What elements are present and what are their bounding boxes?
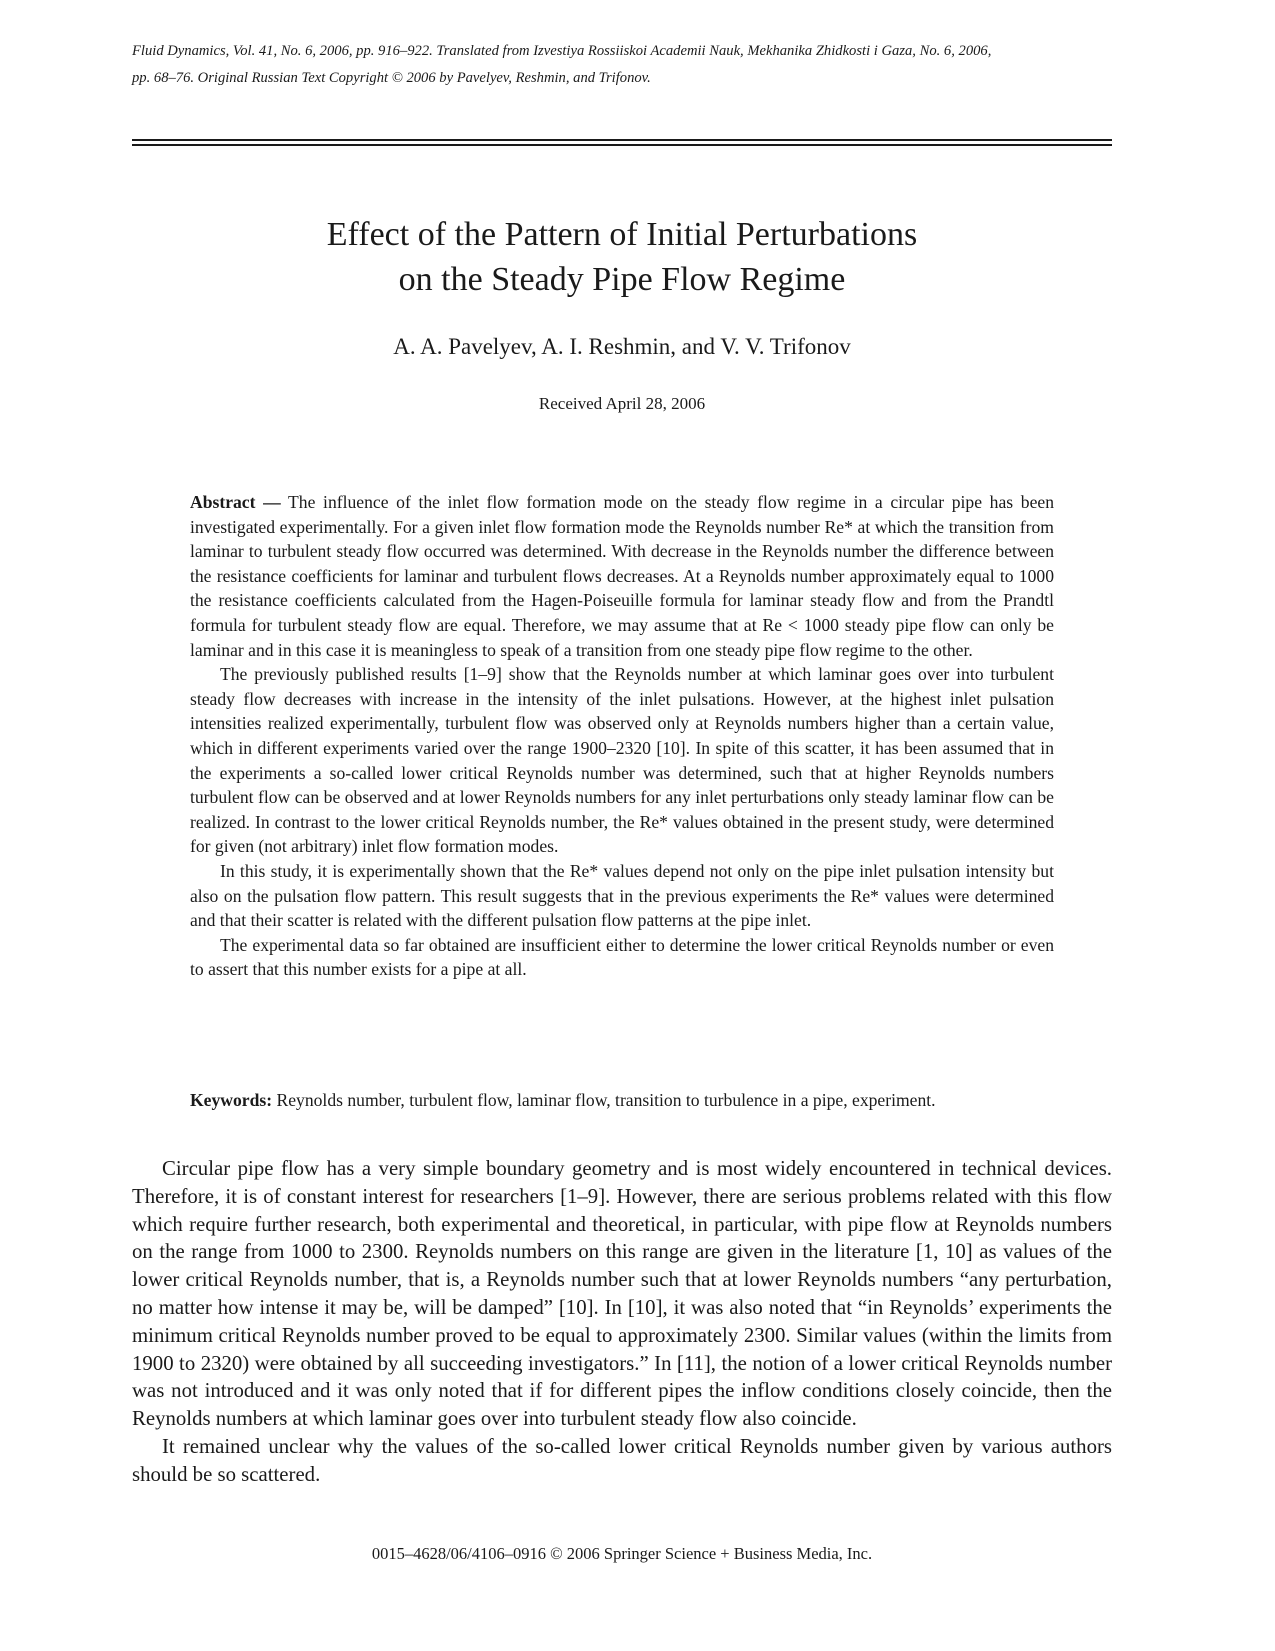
abstract-paragraph-2: The previously published results [1–9] show that the Reynolds number at which laminar goes over into turbulent steady flow decreases with increase in the intensity of the inlet pulsations. However, at the highest inlet pulsation intensities realized experimentally, turbulent flow was observed only at Reynolds numbers higher than a certain value, which in different experiments varied over the range 1900–2320 [10]. In spite of this scatter, it has been assumed that in the experiments a so-called lower critical Reynolds number was determined, such that at higher Reynolds numbers turbulent flow can be observed and at lower Reynolds numbers for any inlet perturbations only steady laminar flow can be realized. In contrast to the lower critical Reynolds number, the Re* values obtained in the present study, were determined for given (not arbitrary) inlet flow formation modes. — [190, 664, 1054, 857]
abstract — [190, 490, 1054, 982]
title-line-1: Effect of the Pattern of Initial Perturbations — [326, 216, 918, 253]
paper-title — [132, 212, 1112, 302]
abstract-paragraph-4: The experimental data so far obtained are insufficient either to determine the lower critical Reynolds number or even to assert that this number exists for a pipe at all. — [190, 934, 1054, 980]
running-head-line-1: Fluid Dynamics, Vol. 41, No. 6, 2006, pp. 916–922. Translated from Izvestiya Rossiiskoi Academii Nauk, Mekhanika Zhidkosti i Gaza, No. 6, 2006, — [132, 43, 992, 59]
body-text — [132, 1155, 1112, 1489]
authors: A. A. Pavelyev, A. I. Reshmin, and V. V. Trifonov — [393, 334, 851, 359]
keywords-text: Reynolds number, turbulent flow, laminar flow, transition to turbulence in a pipe, experiment. — [272, 1090, 936, 1110]
running-head — [132, 38, 1112, 92]
received-date: Received April 28, 2006 — [538, 394, 706, 413]
header-rule-top — [132, 139, 1112, 141]
header-rule-bottom — [132, 144, 1112, 146]
abstract-text-1: The influence of the inlet flow formation mode on the steady flow regime in a circular pipe has been investigated experimentally. For a given inlet flow formation mode the Reynolds number Re* at which the transition from laminar to turbulent steady flow occurred was determined. With decrease in the Reynolds number the difference between the resistance coefficients for laminar and turbulent flows decreases. At a Reynolds number approximately equal to 1000 the resistance coefficients calculated from the Hagen-Poiseuille formula for laminar steady flow and from the Prandtl formula for turbulent steady flow are equal. Therefore, we may assume that at Re < 1000 steady pipe flow can only be laminar and in this case it is meaningless to speak of a transition from one steady pipe flow regime to the other. — [190, 492, 1054, 660]
running-head-line-2: pp. 68–76. Original Russian Text Copyright © 2006 by Pavelyev, Reshmin, and Trifonov. — [132, 70, 651, 86]
abstract-label: Abstract — — [190, 492, 281, 512]
abstract-paragraph-1 — [190, 490, 1054, 662]
body-paragraph-1: Circular pipe flow has a very simple boundary geometry and is most widely encountered in technical devices. Therefore, it is of constant interest for researchers [1–9]. However, there are serious problems related with this flow which require further research, both experimental and theoretical, in particular, with pipe flow at Reynolds numbers on the range from 1000 to 2300. Reynolds numbers on this range are given in the literature [1, 10] as values of the lower critical Reynolds number, that is, a Reynolds number such that at lower Reynolds numbers “any perturbation, no matter how intense it may be, will be damped” [10]. In [10], it was also noted that “in Reynolds’ experiments the minimum critical Reynolds number proved to be equal to approximately 2300. Similar values (within the limits from 1900 to 2320) were obtained by all succeeding investigators.” In [11], the notion of a lower critical Reynolds number was not introduced and it was only noted that if for different pipes the inflow conditions closely coincide, then the Reynolds numbers at which laminar goes over into turbulent steady flow also coincide. — [132, 1157, 1112, 1431]
body-paragraph-2: It remained unclear why the values of the so-called lower critical Reynolds number given by various authors should be so scattered. — [132, 1434, 1112, 1486]
keywords — [190, 1088, 1054, 1112]
keywords-label: Keywords: — [190, 1090, 273, 1110]
abstract-paragraph-3: In this study, it is experimentally shown that the Re* values depend not only on the pipe inlet pulsation intensity but also on the pulsation flow pattern. This result suggests that in the previous experiments the Re* values were determined and that their scatter is related with the different pulsation flow patterns at the pipe inlet. — [190, 860, 1054, 931]
title-line-2: on the Steady Pipe Flow Regime — [398, 261, 846, 298]
copyright-footer: 0015–4628/06/4106–0916 © 2006 Springer Science + Business Media, Inc. — [371, 1544, 873, 1563]
